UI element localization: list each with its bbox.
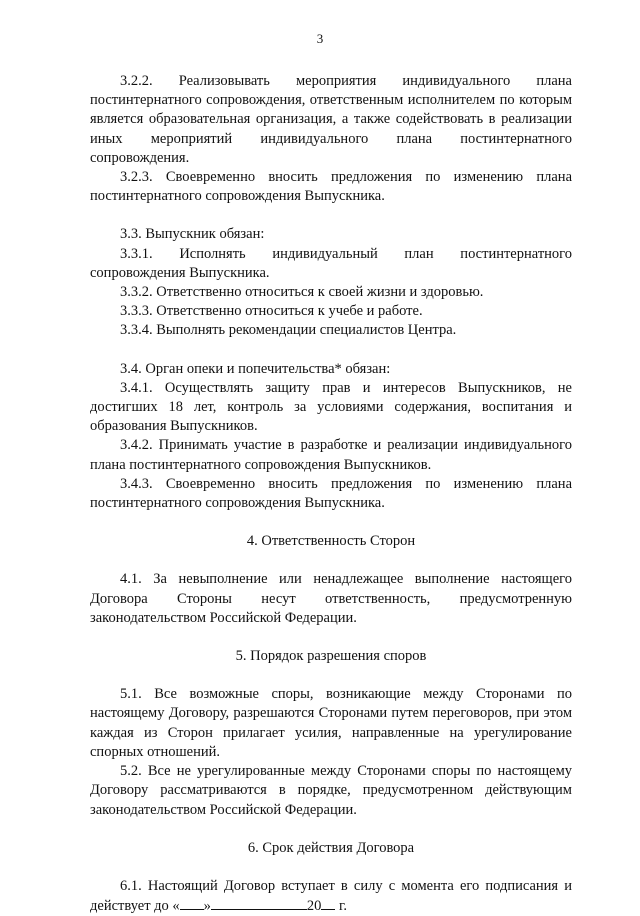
paragraph: 3.4.3. Своевременно вносить предложения по изменению плана постинтернатного сопровождения Выпускника. [90, 475, 572, 512]
paragraph-gap [90, 628, 572, 647]
paragraph: 3.3. Выпускник обязан: [120, 226, 265, 243]
paragraph: 3.3.2. Ответственно относиться к своей жизни и здоровью. [120, 284, 484, 301]
year-suffix: г. [335, 898, 347, 915]
paragraph-gap [90, 858, 572, 877]
paragraph-gap [90, 551, 572, 570]
paragraph: 3.4.2. Принимать участие в разработке и реализации индивидуального плана постинтернатного сопровождения Выпускников. [90, 437, 572, 473]
year-prefix: 20 [306, 898, 322, 915]
paragraph-gap [90, 341, 572, 360]
paragraph: 3.4. Орган опеки и попечительства* обязан: [120, 360, 391, 377]
final-clause-text: 6.1. Настоящий Договор вступает в силу с момента его подписания и действует до « [90, 877, 572, 915]
paragraph: 3.2.2. Реализовывать мероприятия индивидуального плана постинтернатного сопровождения, ответственным исполнителем по которым является образовательная организация, а также содействовать в реализации иных мероприятий индивидуального плана постинтернатного сопровождения. [90, 73, 572, 166]
paragraph: 3.3.3. Ответственно относиться к учебе и работе. [120, 303, 423, 320]
paragraph-gap [90, 206, 572, 225]
section-heading: 5. Порядок разрешения споров [235, 648, 427, 665]
paragraph: 4.1. За невыполнение или ненадлежащее выполнение настоящего Договора Стороны несут ответственность, предусмотренную законодательством Российской Федерации. [90, 571, 572, 626]
paragraph: 3.3.4. Выполнять рекомендации специалистов Центра. [120, 322, 457, 339]
document-body [90, 72, 572, 916]
day-blank [180, 896, 204, 910]
final-clause-6-1 [90, 877, 572, 916]
page-number: 3 [316, 31, 324, 46]
paragraph: 5.1. Все возможные споры, возникающие между Сторонами по настоящему Договору, разрешаются Сторонами путем переговоров, при этом каждая из Сторон прилагает усилия, направленные на урегулирование спорных отношений. [90, 686, 572, 760]
paragraph-gap [90, 513, 572, 532]
section-heading: 6. Срок действия Договора [247, 839, 415, 856]
paragraph-gap [90, 820, 572, 839]
section-heading: 4. Ответственность Сторон [246, 533, 416, 550]
paragraph: 3.3.1. Исполнять индивидуальный план постинтернатного сопровождения Выпускника. [90, 245, 572, 281]
paragraph: 5.2. Все не урегулированные между Сторонами споры по настоящему Договору рассматриваются в порядке, предусмотренном действующим законодательством Российской Федерации. [90, 763, 572, 818]
quote-close: » [203, 898, 211, 915]
paragraph-gap [90, 666, 572, 685]
year-blank [321, 896, 335, 910]
paragraph: 3.2.3. Своевременно вносить предложения по изменению плана постинтернатного сопровождения Выпускника. [90, 169, 572, 205]
paragraph: 3.4.1. Осуществлять защиту прав и интересов Выпускников, не достигших 18 лет, контроль за условиями содержания, воспитания и образования Выпускников. [90, 379, 572, 435]
month-blank [211, 896, 307, 910]
